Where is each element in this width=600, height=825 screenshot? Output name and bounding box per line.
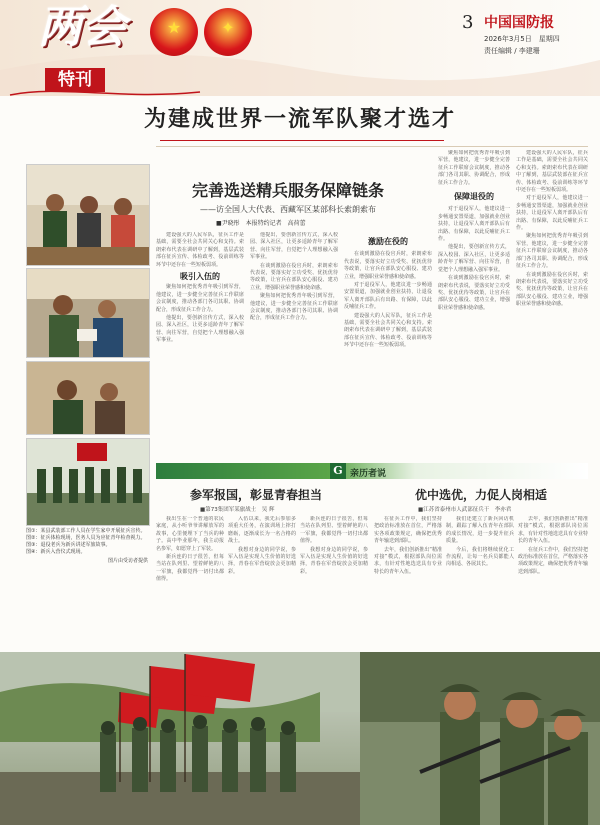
- badge-text: 两会: [38, 2, 126, 53]
- lead-para: 他提出，要创新宣传方式，深入校园、深入社区，让更多适龄青年了解军营、向往军营，自觉把个人理想融入强军事业。: [156, 315, 244, 344]
- lead-para: 在谈到激励在役官兵时，索朗索布代表说，要落实好立功受奖、优抚优待等政策，让官兵在部队安心服役、建功立业，增强职业荣誉感和使命感。: [344, 251, 432, 280]
- page-title: 为建成世界一流军队聚才选才: [143, 107, 456, 132]
- left-story-byline: ■第73集团军某旅战士 吴 辉: [200, 507, 275, 513]
- story-para: 我们还建立了新兵回访机制，跟踪了解入伍青年在部队的成长情况，进一步提升征兵质量。: [446, 516, 514, 545]
- right-story-col-3: [518, 516, 588, 646]
- lead-column-4: [438, 150, 510, 454]
- left-story-col-2: [228, 516, 296, 646]
- lead-para: 在谈到激励在役官兵时，索朗索布代表说，要落实好立功受奖、优抚优待等政策，让官兵在部队安心服役、建功立业，增强职业荣誉感和使命感。: [516, 271, 588, 308]
- bottom-photo-soldiers: [0, 652, 600, 825]
- lead-para: 聚焦如何把优秀青年吸引到军营，他建议，进一步健全完善征兵工作联席会议制度，推动各部门各司其职、协调配合，形成征兵工作合力。: [156, 284, 244, 313]
- cppcc-emblem-icon: ✦: [204, 8, 252, 56]
- lead-subtitle: ——访全国人大代表、西藏军区某部科长索朗索布: [200, 205, 376, 214]
- lead-byline: ■尹晓彤 本报特约记者 高荷蕾: [216, 220, 306, 227]
- badge-tag: 特刊: [45, 68, 105, 92]
- lead-para: 聚焦如何把优秀青年吸引到军营，他建议，进一步健全完善征兵工作联席会议制度，推动各部门各司其职、协调配合，形成征兵工作合力。: [516, 233, 588, 270]
- lead-para: 对于退役军人，他建议进一步畅通安置渠道，加强就业创业扶持，让退役军人离开部队后有出路、有保障，以此反哺征兵工作。: [516, 195, 588, 232]
- lead-column-5: [516, 150, 588, 454]
- lead-para: 建设强大的人民军队，征兵工作是基础，需要全社会共同关心和支持。索朗索布代表在调研中了解到，基层武装部在征兵宣传、体检政考、役前训练等环节中还存在一些短板弱项。: [344, 312, 432, 349]
- lead-title: 完善选送精兵服务保障链条: [191, 181, 384, 200]
- article-top-rule: [156, 146, 588, 147]
- story-para: 在征兵工作中，我们坚持把政治标准放在首位，严格落实各项政策规定，确保把优秀青年输送到部队。: [518, 546, 588, 575]
- story-para: 新兵连的日子很苦，但每当站在队列里、望着鲜艳的八一军旗，我都觉得一切付出都值得。: [156, 554, 224, 583]
- story-para: 去年，我们创新推出“精准对接”模式，根据部队岗位需求，有针对性地选送具有专业特长的青年入伍。: [518, 516, 588, 545]
- story-para: 今后，我们将继续优化工作流程，让每一名兵员都能人岗相适、各展其长。: [446, 546, 514, 568]
- story-para: 我想对身边的同学说，参军入伍是实现人生价值的好选择，青春在军营绽放会更加精彩。: [300, 546, 368, 575]
- story-para: 我出生在一个普通的农民家庭，从小听爷爷讲解放军的故事，心里便埋下了当兵的种子。高中毕业那年，我主动报名参军，如愿穿上了军装。: [156, 516, 224, 552]
- section-head: 保障退役的: [454, 192, 494, 202]
- lead-para: 建设强大的人民军队，征兵工作是基础，需要全社会共同关心和支持。索朗索布代表在调研中了解到，基层武装部在征兵宣传、体检政考、役前训练等环节中还存在一些短板弱项。: [156, 232, 244, 268]
- paper-name: 中国国防报: [484, 15, 554, 31]
- date-line: 2026年3月5日 星期四: [484, 35, 560, 43]
- caption-3: 图③：退役老兵为新兵讲述军旅故事。: [26, 542, 111, 548]
- section-head: 激励在役的: [368, 237, 408, 246]
- left-story-col-3: [300, 516, 368, 646]
- photo-2: [26, 268, 150, 358]
- section-icon: G: [330, 463, 346, 479]
- photo-3: [26, 361, 150, 435]
- lead-para: 在谈到激励在役官兵时，索朗索布代表说，要落实好立功受奖、优抚优待等政策，让官兵在部队安心服役、建功立业，增强职业荣誉感和使命感。: [250, 262, 338, 291]
- lead-para: 在谈到激励在役官兵时，索朗索布代表说，要落实好立功受奖、优抚优待等政策，让官兵在部队安心服役、建功立业，增强职业荣誉感和使命感。: [438, 275, 510, 311]
- lead-para: 聚焦如何把优秀青年吸引到军营，他建议，进一步健全完善征兵工作联席会议制度，推动各部门各司其职、协调配合，形成征兵工作合力。: [438, 150, 510, 186]
- editor-line: 责任编辑 / 李建珊: [484, 47, 540, 55]
- lead-para: 对于退役军人，他建议进一步畅通安置渠道，加强就业创业扶持，让退役军人离开部队后有出路、有保障，以此反哺征兵工作。: [344, 282, 432, 311]
- right-story-byline: ■江苏省泰州市人武部征兵干 李亦君: [418, 507, 512, 513]
- story-para: 入伍以来，我先后参加多项重大任务，在演训场上摔打磨砺，逐渐成长为一名合格的战士。: [228, 516, 296, 545]
- lead-para: 他提出，要创新宣传方式，深入校园、深入社区，让更多适龄青年了解军营、向往军营，自觉把个人理想融入强军事业。: [250, 232, 338, 261]
- lead-para: 他提出，要创新宣传方式，深入校园、深入社区，让更多适龄青年了解军营、向往军营，自觉把个人理想融入强军事业。: [438, 244, 510, 273]
- section-label: 亲历者说: [350, 469, 387, 479]
- title-underline: [160, 140, 444, 141]
- photo-captions: [26, 528, 148, 565]
- story-para: 在征兵工作中，我们坚持把政治标准放在首位，严格落实各项政策规定，确保把优秀青年输送到部队。: [374, 516, 442, 545]
- lead-column-3: [344, 232, 432, 454]
- story-para: 我想对身边的同学说，参军入伍是实现人生价值的好选择，青春在军营绽放会更加精彩。: [228, 546, 296, 575]
- photo-1: [26, 164, 150, 266]
- page-number: 3: [462, 12, 474, 33]
- caption-2: 图②：征兵体检现场，医务人员为应征青年检查视力。: [26, 535, 146, 541]
- right-story-title: 优中选优，力促人岗相适: [414, 488, 547, 502]
- left-story-title: 参军报国，彰显青春担当: [189, 488, 322, 502]
- caption-4: 图④：新兵入营仪式现场。: [26, 549, 86, 555]
- photo-credit: 图片由受访者提供: [107, 558, 148, 564]
- section-head: 吸引入伍的: [180, 272, 220, 282]
- left-story-col-1: [156, 516, 224, 646]
- right-story-col-1: [374, 516, 442, 646]
- lead-para: 聚焦如何把优秀青年吸引到军营，他建议，进一步健全完善征兵工作联席会议制度，推动各部门各司其职、协调配合，形成征兵工作合力。: [250, 293, 338, 322]
- lead-column-1: [156, 232, 244, 454]
- caption-1: 图①：某县武装部工作人员在学生家中开展征兵宣传。: [26, 528, 146, 534]
- photo-4: [26, 438, 150, 526]
- national-emblem-icon: ★: [150, 8, 198, 56]
- lead-para: 对于退役军人，他建议进一步畅通安置渠道，加强就业创业扶持，让退役军人离开部队后有出路、有保障，以此反哺征兵工作。: [438, 206, 510, 243]
- lead-column-2: [250, 232, 338, 454]
- story-para: 新兵连的日子很苦，但每当站在队列里、望着鲜艳的八一军旗，我都觉得一切付出都值得。: [300, 516, 368, 545]
- story-para: 去年，我们创新推出“精准对接”模式，根据部队岗位需求，有针对性地选送具有专业特长的青年入伍。: [374, 546, 442, 575]
- lead-para: 建设强大的人民军队，征兵工作是基础，需要全社会共同关心和支持。索朗索布代表在调研中了解到，基层武装部在征兵宣传、体检政考、役前训练等环节中还存在一些短板弱项。: [516, 150, 588, 194]
- right-story-col-2: [446, 516, 514, 646]
